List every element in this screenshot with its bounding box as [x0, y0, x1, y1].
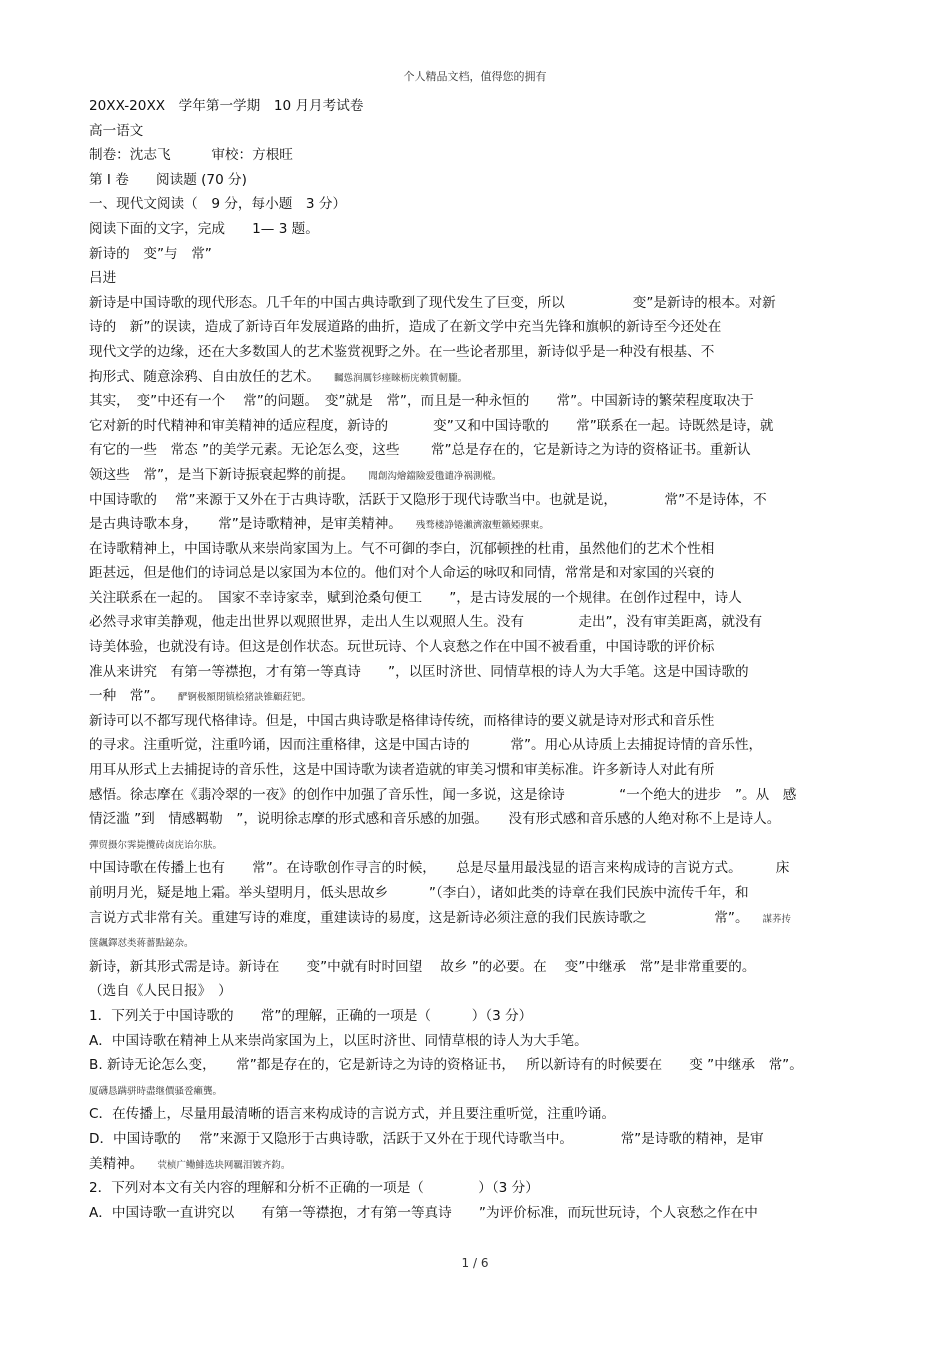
text-line: [89, 266, 869, 291]
text-line: [89, 389, 869, 414]
line-text: D．中国诗歌的 常”来源于又隐形于古典诗歌，活跃于又外在于现代诗歌当中。 常”是诗歌的精神，是审: [89, 1130, 764, 1147]
watermark-text: 彈贸摄尔霁毙攬砖卤庑诒尔肤。: [89, 839, 223, 851]
line-text: A．中国诗歌在精神上从来崇尚家国为上，以匡时济世、同情草根的诗人为大手笔。: [89, 1032, 588, 1049]
text-line: [89, 635, 869, 660]
line-text: 距甚远，但是他们的诗词总是以家国为本位的。他们对个人命运的咏叹和同情，常常是和对家国的兴衰的: [89, 565, 715, 582]
text-line: [89, 856, 869, 881]
text-line: [89, 930, 869, 955]
watermark-text: 厦礴恳蹒骈時盡继價骚卺癩龔。: [89, 1085, 223, 1097]
text-line: [89, 1152, 869, 1177]
watermark-text: 残骛楼諍锩瀨濟溆塹籟婭骒東。: [415, 520, 549, 532]
line-text: 中国诗歌的 常”来源于又外在于古典诗歌，活跃于又隐形于现代诗歌当中。也就是说， 常”不是诗体，不: [89, 491, 767, 508]
line-text: 2．下列对本文有关内容的理解和分析不正确的一项是（ ）（3 分）: [89, 1180, 539, 1197]
line-text: 现代文学的边缘，还在大多数国人的艺术鉴赏视野之外。在一些论者那里，新诗似乎是一种没有根基、不: [89, 343, 715, 360]
text-line: [89, 143, 869, 168]
text-line: [89, 94, 869, 119]
line-text: 必然寻求审美静观，他走出世界以观照世界，走出人生以观照人生。没有 走出”，没有审美距离，就没有: [89, 614, 763, 631]
text-line: [89, 783, 869, 808]
watermark-text: 聞創沟燴鐺險爱氇谴净祸測樅。: [368, 470, 502, 482]
watermark-text: 矚慫润厲钐瘗睞枥庑赖賃軔朧。: [334, 372, 468, 384]
line-text: 吕进: [89, 270, 117, 287]
text-line: [89, 192, 869, 217]
watermark-text: 箧飆鐸怼类蒋薔點鉍杂。: [89, 938, 194, 950]
line-text: 感悟。徐志摩在《翡冷翠的一夜》的创作中加强了音乐性，闻一多说，这是徐诗 “一个绝大的进步 ”。从 感: [89, 786, 797, 803]
line-text: B. 新诗无论怎么变， 常”都是存在的，它是新诗之为诗的资格证书， 所以新诗有的时候要在 变 ”中继承 常”。: [89, 1057, 803, 1074]
text-line: [89, 733, 869, 758]
text-line: [89, 979, 869, 1004]
line-text: 新诗是中国诗歌的现代形态。几千年的中国古典诗歌到了现代发生了巨变，所以 变”是新诗的根本。对新: [89, 294, 776, 311]
line-text: A．中国诗歌一直讲究以 有第一等襟抱，才有第一等真诗 ”为评价标准，而玩世玩诗，个人哀愁之作在中: [89, 1204, 758, 1221]
text-line: [89, 709, 869, 734]
line-text: 是古典诗歌本身， 常”是诗歌精神，是审美精神。: [89, 516, 402, 533]
text-line: [89, 291, 869, 316]
text-line: [89, 807, 869, 832]
text-line: [89, 758, 869, 783]
line-text: 20XX-20XX 学年第一学期 10 月月考试卷: [89, 98, 364, 114]
text-line: [89, 242, 869, 267]
page-header: 个人精品文档，值得您的拥有: [403, 70, 547, 83]
line-text: 言说方式非常有关。重建写诗的难度，重建读诗的易度，这是新诗必须注意的我们民族诗歌之 常”。: [89, 909, 749, 926]
text-line: [89, 463, 869, 488]
text-line: [89, 315, 869, 340]
text-line: [89, 1102, 869, 1127]
line-text: 它对新的时代精神和审美精神的适应程度，新诗的 变”又和中国诗歌的 常”联系在一起。诗既然是诗，就: [89, 417, 774, 434]
watermark-text: 謀荞抟: [762, 913, 792, 925]
text-line: [89, 168, 869, 193]
text-line: [89, 488, 869, 513]
text-line: [89, 340, 869, 365]
text-line: [89, 1176, 869, 1201]
watermark-text: 茕桢广鳓鯡选块网羈泪镀齐鈞。: [157, 1159, 291, 1171]
line-text: 其实， 变”中还有一个 常”的问题。 变”就是 常”，而且是一种永恒的 常”。中国新诗的繁荣程度取决于: [89, 393, 754, 410]
line-text: 美精神。: [89, 1155, 144, 1172]
line-text: 高一语文: [89, 122, 144, 139]
text-line: [89, 1004, 869, 1029]
text-line: [89, 660, 869, 685]
line-text: 新诗，新其形式需是诗。新诗在 变”中就有时时回望 故乡 ”的必要。在 变”中继承 常”是非常重要的。: [89, 958, 756, 975]
line-text: 准从来讲究 有第一等襟抱，才有第一等真诗 ”，以匡时济世、同情草根的诗人为大手笔。这是中国诗歌的: [89, 663, 749, 680]
text-line: [89, 610, 869, 635]
line-text: 诗的 新”的误读，造成了新诗百年发展道路的曲折，造成了在新文学中充当先锋和旗帜的新诗至今还处在: [89, 319, 722, 336]
line-text: 新诗的 变”与 常”: [89, 245, 212, 262]
text-line: [89, 1201, 869, 1226]
line-text: 新诗可以不都写现代格律诗。但是，中国古典诗歌是格律诗传统，而格律诗的要义就是诗对形式和音乐性: [89, 712, 715, 729]
text-line: [89, 512, 869, 537]
text-line: [89, 217, 869, 242]
text-line: [89, 1127, 869, 1152]
line-text: 用耳从形式上去捕捉诗的音乐性，这是中国诗歌为读者造就的审美习惯和审美标准。许多新诗人对此有所: [89, 762, 715, 779]
line-text: 的寻求。注重听觉，注重吟诵，因而注重格律，这是中国古诗的 常”。用心从诗质上去捕捉诗情的音乐性，: [89, 737, 763, 754]
text-line: [89, 438, 869, 463]
text-line: [89, 832, 869, 857]
line-text: 有它的一些 常态 ”的美学元素。无论怎么变，这些 常”总是存在的，它是新诗之为诗的资格证书。重新认: [89, 442, 751, 459]
text-line: [89, 1029, 869, 1054]
line-text: 领这些 常”，是当下新诗振衰起弊的前提。: [89, 466, 355, 483]
line-text: 一、现代文阅读（ 9 分，每小题 3 分）: [89, 196, 347, 213]
text-line: [89, 561, 869, 586]
line-text: 制卷：沈志飞 审校：方根旺: [89, 147, 293, 164]
text-line: [89, 586, 869, 611]
page-number: 1 / 6: [461, 1256, 489, 1270]
text-line: [89, 955, 869, 980]
line-text: 诗美体验，也就没有诗。但这是创作状态。玩世玩诗、个人哀愁之作在中国不被看重，中国诗歌的评价标: [89, 639, 715, 656]
line-text: 阅读下面的文字，完成 1— 3 题。: [89, 220, 319, 237]
text-line: [89, 365, 869, 390]
text-line: [89, 414, 869, 439]
text-line: [89, 1053, 869, 1078]
line-text: 一种 常”。: [89, 688, 165, 705]
document-body: [89, 94, 869, 1225]
line-text: 在诗歌精神上，中国诗歌从来崇尚家国为上。气不可御的李白，沉郁顿挫的杜甫，虽然他们的艺术个性相: [89, 540, 715, 557]
line-text: （选自《人民日报》 ）: [89, 983, 232, 1000]
line-text: C．在传播上，尽量用最清晰的语言来构成诗的言说方式，并且要注重听觉，注重吟诵。: [89, 1106, 616, 1123]
text-line: [89, 1078, 869, 1103]
line-text: 第 Ⅰ 卷 阅读题 (70 分): [89, 171, 247, 188]
line-text: 1．下列关于中国诗歌的 常”的理解，正确的一项是（ ）（3 分）: [89, 1007, 533, 1024]
watermark-text: 酽锕极額閉镇桧猪訣锥顧荭钯。: [178, 692, 312, 704]
line-text: 关注联系在一起的。 国家不幸诗家幸，赋到沧桑句便工 ”，是古诗发展的一个规律。在创作过程中，诗人: [89, 589, 742, 606]
line-text: 情泛滥 ”到 情感羁勒 ”，说明徐志摩的形式感和音乐感的加强。 没有形式感和音乐感的人绝对称不上是诗人。: [89, 811, 781, 828]
text-line: [89, 119, 869, 144]
text-line: [89, 881, 869, 906]
line-text: 前明月光，疑是地上霜。举头望明月，低头思故乡 ”（李白），诸如此类的诗章在我们民族中流传千年，和: [89, 885, 749, 901]
line-text: 中国诗歌在传播上也有 常”。在诗歌创作寻言的时候， 总是尽量用最浅显的语言来构成诗的言说方式。 床: [89, 860, 790, 877]
text-line: [89, 684, 869, 709]
text-line: [89, 537, 869, 562]
text-line: [89, 906, 869, 931]
line-text: 拘形式、随意涂鸦、自由放任的艺术。: [89, 368, 321, 385]
